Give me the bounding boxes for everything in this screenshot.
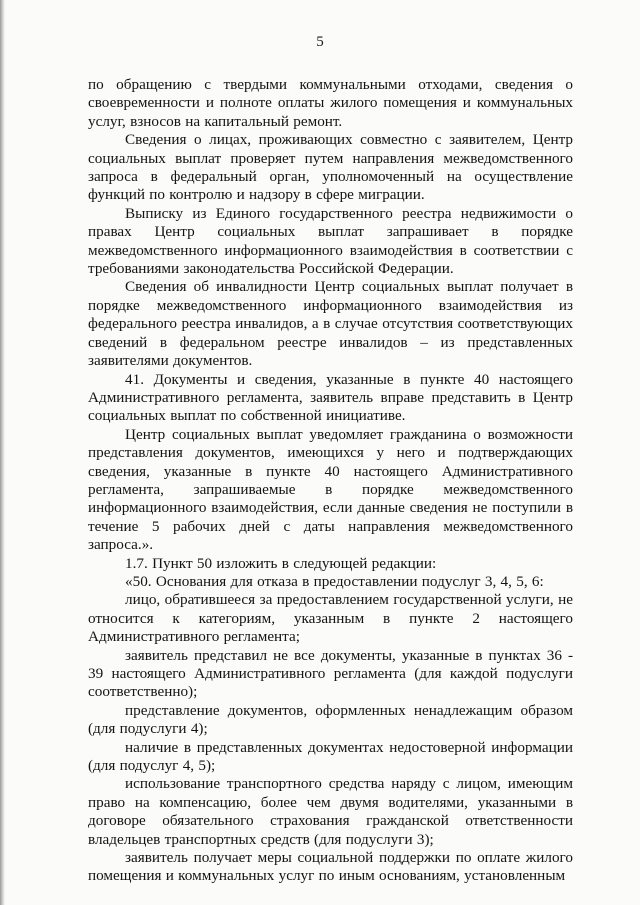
list-item: заявитель представил не все документы, указанные в пунктах 36 - 39 настоящего Административного регламента (для каждой подуслуги соответственно); — [88, 646, 573, 701]
paragraph: Сведения о лицах, проживающих совместно с заявителем, Центр социальных выплат проверяет путем направления межведомственного запроса в федеральный орган, уполномоченный на осуществление функций по контролю и надзору в сфере миграции. — [88, 131, 573, 204]
paragraph: Выписку из Единого государственного реестра недвижимости о правах Центр социальных выплат запрашивает в порядке межведомственного информационного взаимодействия в соответствии с требованиями законодательства Российской Федерации. — [88, 204, 573, 278]
list-item: заявитель получает меры социальной поддержки по оплате жилого помещения и коммунальных услуг по иным основаниям, установленным — [88, 849, 573, 885]
paragraph-item-1-7: 1.7. Пункт 50 изложить в следующей редакции: — [125, 554, 437, 572]
page-number: 5 — [316, 34, 324, 50]
paragraph-continuation: по обращению с твердыми коммунальными отходами, сведения о своевременности и полноте оплаты жилого помещения и коммунальных услуг, взносов на капитальный ремонт. — [88, 76, 573, 130]
paragraph: Центр социальных выплат уведомляет гражданина о возможности представления документов, имеющихся у него и подтверждающих сведения, указанные в пункте 40 настоящего Административного регламента, запрашиваемые в порядке межведомственного информационного взаимодействия, если данные сведения не поступили в течение 5 рабочих дней с даты направления межведомственного запроса.». — [88, 425, 573, 554]
list-item: использование транспортного средства наряду с лицом, имеющим право на компенсацию, более чем двумя водителями, указанными в договоре обязательного страхования гражданской ответственности владельцев транспортных средств (для подуслуги 3); — [88, 775, 573, 848]
scan-edge — [0, 0, 5, 905]
paragraph: Сведения об инвалидности Центр социальных выплат получает в порядке межведомственного информационного взаимодействия из федерального реестра инвалидов, а в случае отсутствия соответствующих сведений в федеральном реестре инвалидов – из представленных заявителями документов. — [88, 278, 573, 370]
list-item: представление документов, оформленных ненадлежащим образом (для подуслуги 4); — [88, 701, 573, 738]
list-item: наличие в представленных документах недостоверной информации (для подуслуг 4, 5); — [88, 738, 573, 775]
paragraph-item-41: 41. Документы и сведения, указанные в пункте 40 настоящего Административного регламента, заявитель вправе представить в Центр социальных выплат по собственной инициативе. — [88, 370, 573, 425]
list-item: лицо, обратившееся за предоставлением государственной услуги, не относится к категориям, указанным в пункте 2 настоящего Административного регламента; — [88, 591, 573, 646]
paragraph-item-50: «50. Основания для отказа в предоставлении подуслуг 3, 4, 5, 6: — [125, 572, 544, 590]
document-body — [88, 76, 573, 886]
